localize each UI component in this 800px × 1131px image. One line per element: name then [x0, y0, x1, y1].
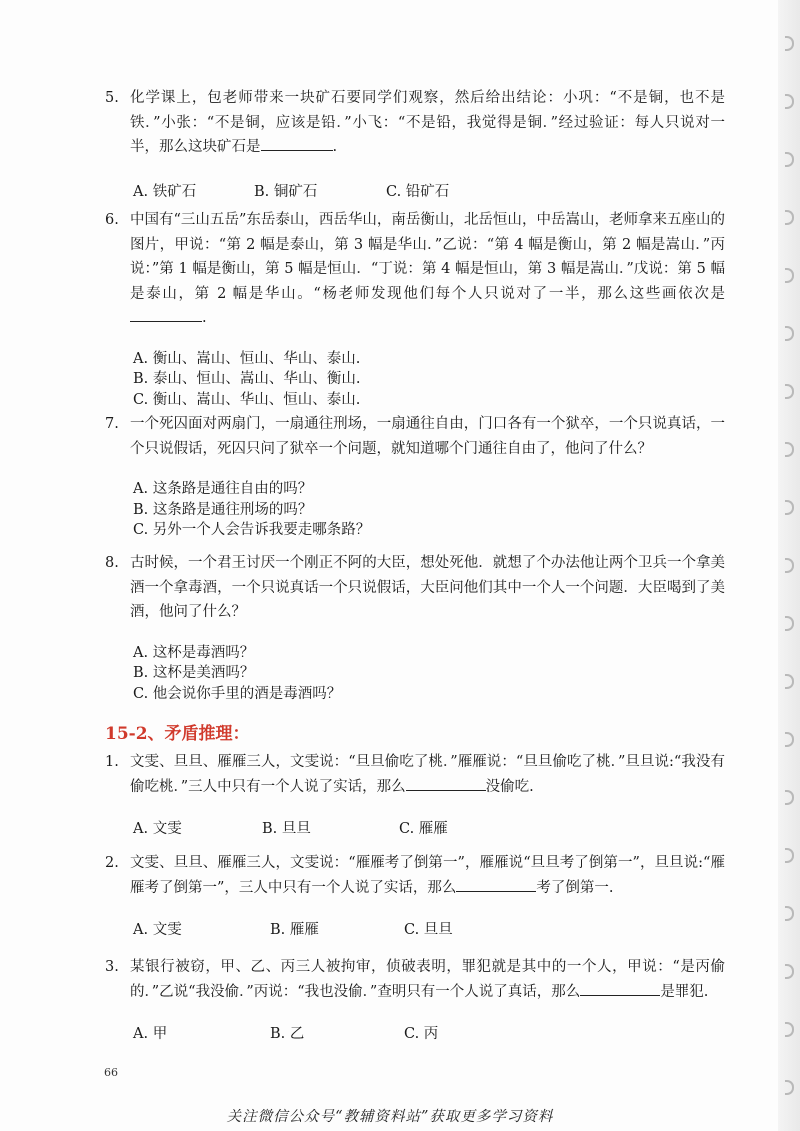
option-c: C. 旦旦: [404, 922, 453, 938]
option-a: A. 文雯: [133, 922, 182, 938]
section-heading: 15-2、矛盾推理：: [105, 724, 250, 744]
question-7: [105, 412, 725, 541]
binding-ring-icon: [785, 1022, 794, 1037]
question-text: 某银行被窃，甲、乙、丙三人被拘审，侦破表明，罪犯就是其中的一个人，甲说：“是丙偷的．”乙说“我没偷．”丙说：“我也没偷．”查明只有一个人说了真话，那么: [130, 959, 725, 1000]
question-8: [105, 551, 725, 704]
binding-ring-icon: [785, 268, 794, 283]
option-b: B. 这杯是美酒吗？: [133, 665, 255, 681]
question-text: 文雯、旦旦、雁雁三人，文雯说：“旦旦偷吃了桃．”雁雁说：“旦旦偷吃了桃．”旦旦说:“我没有偷吃桃．”三人中只有一个人说了实话，那么: [130, 754, 725, 795]
binding-ring-icon: [785, 674, 794, 689]
option-c: C. 铅矿石: [386, 183, 450, 200]
question-5: 5. 化学课上，包老师带来一块矿石要同学们观察，然后给出结论：小巩：“不是铜，也不是铁．”小张：“不是铜，应该是铅．”小飞：“不是铅，我觉得是铜．”经过验证：每人只说对一半，那么这块矿石是 . A. 铁矿石 B. 铜矿石 C. 铅矿石: [105, 86, 725, 202]
binding-ring-icon: [785, 790, 794, 805]
option-b: B. 雁雁: [270, 922, 319, 938]
binding-ring-icon: [785, 1080, 794, 1095]
binding-ring-icon: [785, 906, 794, 921]
binding-ring-icon: [785, 94, 794, 109]
question-number: 8.: [105, 555, 119, 571]
question-text: 古时候，一个君王讨厌一个刚正不阿的大臣，想处死他．就想了个办法他让两个卫兵一个拿美酒一个拿毒酒，一个只说真话一个只说假话，大臣问他们其中一个人一个问题．大臣喝到了美酒，他问了什么？: [130, 555, 725, 620]
answer-blank[interactable]: [406, 776, 486, 791]
answer-blank[interactable]: [261, 136, 333, 151]
option-a: A. 铁矿石: [133, 183, 197, 200]
option-a: A. 文雯: [133, 821, 182, 837]
binding-ring-icon: [785, 210, 794, 225]
question-number: 3.: [105, 959, 119, 975]
option-a: A. 这杯是毒酒吗？: [133, 644, 255, 661]
option-a: A. 衡山、嵩山、恒山、华山、泰山.: [133, 350, 361, 367]
option-c: C. 雁雁: [399, 821, 448, 837]
binding-ring-icon: [785, 36, 794, 51]
option-c: C. 另外一个人会告诉我要走哪条路？: [133, 522, 371, 538]
question-1: 1. 文雯、旦旦、雁雁三人，文雯说：“旦旦偷吃了桃．”雁雁说：“旦旦偷吃了桃．”旦旦说:“我没有偷吃桃．”三人中只有一个人说了实话，那么 没偷吃. A. 文雯 B. 旦旦 C. 雁雁: [105, 750, 725, 839]
option-b: B. 铜矿石: [254, 183, 318, 200]
question-3: 3. 某银行被窃，甲、乙、丙三人被拘审，侦破表明，罪犯就是其中的一个人，甲说：“是丙偷的．”乙说“我没偷．”丙说：“我也没偷．”查明只有一个人说了真话，那么 是罪犯. A. 甲 B. 乙 C. 丙: [105, 955, 725, 1044]
question-text: 中国有“三山五岳”东岳泰山，西岳华山，南岳衡山，北岳恒山，中岳嵩山，老师拿来五座山的图片，甲说：“第 2 幅是泰山，第 3 幅是华山．”乙说：“第 4 幅是衡山，第 2 幅是嵩山．”丙说：”第 1 幅是衡山，第 5 幅是恒山．“丁说：第 4 幅是恒山，第 3 幅是嵩山．”戊说：第 5 幅是泰山，第 2 幅是华山。“杨老师发现他们每个人只说对了一半，那么这些画依次是: [130, 212, 725, 302]
option-b: B. 旦旦: [262, 821, 311, 837]
option-c: C. 衡山、嵩山、华山、恒山、泰山.: [133, 391, 361, 408]
binding-ring-icon: [785, 558, 794, 573]
binding-ring-icon: [785, 500, 794, 515]
option-c: C. 丙: [404, 1026, 439, 1042]
option-b: B. 乙: [270, 1026, 305, 1042]
answer-blank[interactable]: [456, 877, 536, 892]
binding-ring-icon: [785, 848, 794, 863]
footer-note: 关注微信公众号“教辅资料站”获取更多学习资料: [226, 1109, 554, 1125]
answer-blank[interactable]: [580, 981, 660, 996]
option-a: A. 这条路是通往自由的吗？: [133, 481, 313, 497]
page-number: 66: [104, 1066, 118, 1079]
binding-ring-icon: [785, 616, 794, 631]
question-number: 5.: [105, 90, 119, 106]
question-6: 6. 中国有“三山五岳”东岳泰山，西岳华山，南岳衡山，北岳恒山，中岳嵩山，老师拿来五座山的图片，甲说：“第 2 幅是泰山，第 3 幅是华山．”乙说：“第 4 幅是衡山，第 2 幅是嵩山．”丙说：”第 1 幅是衡山，第 5 幅是恒山．“丁说：第 4 幅是恒山，第 3 幅是嵩山．”戊说：第 5 幅是泰山，第 2 幅是华山。“杨老师发现他们每个人只说对了一半，那么这些画依次是. A. 衡山、嵩山、恒山、华山、泰山. B. 泰山、恒山、嵩山、华山、衡山. C. 衡山、嵩山、华山、恒山、泰山.: [105, 208, 725, 410]
answer-blank[interactable]: [130, 307, 202, 322]
binding-ring-icon: [785, 384, 794, 399]
binding-ring-icon: [785, 152, 794, 167]
binding-ring-icon: [785, 732, 794, 747]
option-b: B. 这条路是通往刑场的吗？: [133, 501, 313, 518]
option-b: B. 泰山、恒山、嵩山、华山、衡山.: [133, 371, 361, 387]
question-text: 一个死囚面对两扇门，一扇通往刑场，一扇通往自由，门口各有一个狱卒，一个只说真话，一个只说假话，死囚只问了狱卒一个问题，就知道哪个门通往自由了，他问了什么？: [130, 416, 725, 457]
binding-ring-icon: [785, 964, 794, 979]
option-c: C. 他会说你手里的酒是毒酒吗？: [133, 685, 342, 702]
question-number: 1.: [105, 754, 119, 770]
binding-ring-icon: [785, 442, 794, 457]
question-number: 6.: [105, 212, 119, 228]
question-text: 化学课上，包老师带来一块矿石要同学们观察，然后给出结论：小巩：“不是铜，也不是铁．”小张：“不是铜，应该是铅．”小飞：“不是铅，我觉得是铜．”经过验证：每人只说对一半，那么这块矿石是: [130, 90, 725, 155]
question-text: 文雯、旦旦、雁雁三人，文雯说：“雁雁考了倒第一”，雁雁说“旦旦考了倒第一”，旦旦说:“雁雁考了倒第一”，三人中只有一个人说了实话，那么: [130, 855, 725, 896]
question-number: 2.: [105, 855, 119, 871]
option-a: A. 甲: [133, 1026, 168, 1042]
question-2: 2. 文雯、旦旦、雁雁三人，文雯说：“雁雁考了倒第一”，雁雁说“旦旦考了倒第一”，旦旦说:“雁雁考了倒第一”，三人中只有一个人说了实话，那么 考了倒第一. A. 文雯 B. 雁雁 C. 旦旦: [105, 851, 725, 940]
binding-ring-icon: [785, 326, 794, 341]
spiral-binding: [778, 0, 800, 1131]
question-number: 7.: [105, 416, 119, 432]
